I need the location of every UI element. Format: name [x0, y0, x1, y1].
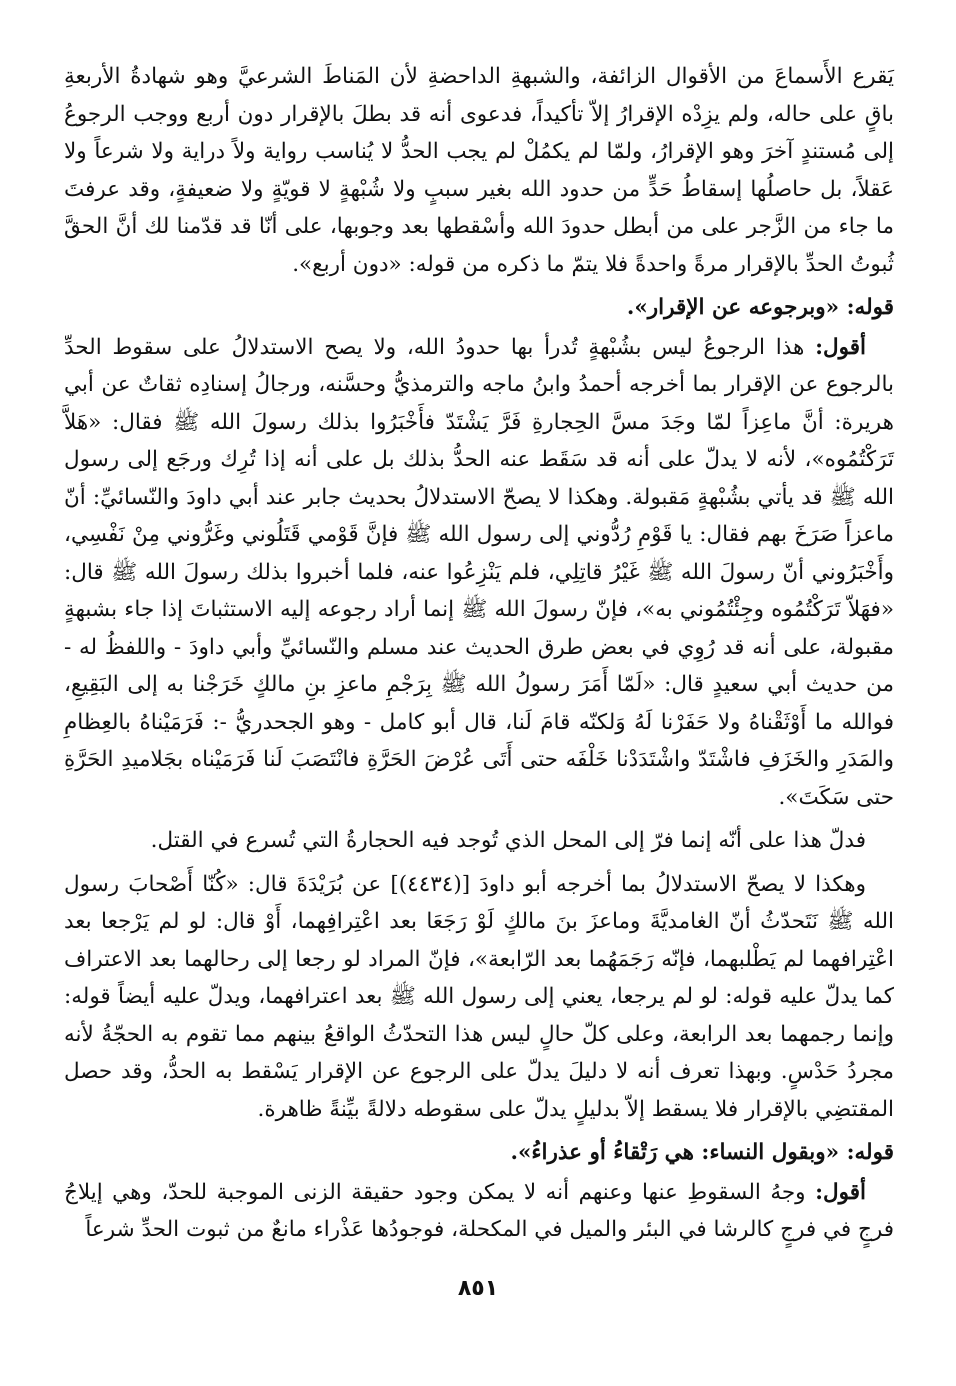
paragraph-lead-word: أقول: — [815, 334, 867, 360]
page-number: ٨٥١ — [457, 1276, 499, 1301]
paragraph-1: يَقرع الأَسماعَ من الأقوال الزائفة، والشبهةِ الداحضةِ لأن المَناطَ الشرعيَّ وهو شهادةُ الأربعةِ باقٍ على حاله، ولم يزِدْه الإقرارُ إلاّ تأكيداً، فدعوى أنه قد بطلَ بالإقرار دون أربع ووجب الرجوعُ إلى مُستندٍ آخرَ وهو الإقرارُ، ولمّا لم يكمُلْ لم يجب الحدُّ لا يُناسب رواية ولاً دراية ولا شرعاً ولا عَقلاً، بل حاصلُها إسقاطُ حَدٍّ من حدود الله بغير سببٍ ولا شُبْهةٍ لا قويّةٍ ولا ضعيفةٍ، وقد عرفتَ ما جاء من الزَّجر على من أبطل حدودَ الله وأسْقطها بعد وجوبها، على أنّا قد قدّمنا لك أنَّ الحقَّ ثُبوتُ الحدِّ بالإقرار مرةً واحدةً فلا يتمّ ما ذكره من قوله: «دون أربع». — [64, 64, 894, 277]
paragraph-3: فدلّ هذا على أنّه إنما فرّ إلى المحل الذي تُوجد فيه الحجارةُ التي تُسرع في القتل. — [150, 828, 866, 853]
paragraph-5-text: وجهُ السقوطِ عنها وعنهم أنه لا يمكن وجود حقيقة الزنى الموجبة للحدّ، وهي إيلاجُ فرجٍ في فرجٍ كالرشا في البئر والميل في المكحلة، فوجودُها عَذْراء مانعٌ من ثبوت الحدِّ شرعاً — [64, 1179, 894, 1242]
section-heading-women-testimony: قوله: «وبقول النساء: هي رَتْقاءُ أو عذراءُ». — [510, 1140, 894, 1165]
paragraph-5 — [64, 1174, 894, 1249]
section-heading-retraction: قوله: «وبرجوعه عن الإقرار». — [626, 295, 894, 320]
paragraph-lead-word: أقول: — [815, 1179, 866, 1205]
paragraph-2-text: هذا الرجوعُ ليس بشُبْهةٍ تُدرأ بها حدودُ الله، ولا يصح الاستدلالُ على سقوط الحدِّ بالرجوع عن الإقرار بما أخرجه أحمدُ وابنُ ماجه والترمذيُّ وحسَّنه، ورجالُ إسنادِه ثقاتٌ عن أبي هريرة: أنَّ ماعِزاً لمّا وجَدَ مسَّ الحِجارةِ فَرَّ يَشْتَدّ فأَخْبَرُوا بذلك رسولَ الله ﷺ فقال: «هَلاَّ تَرَكْتُمُوه»، لأنه لا يدلّ على أنه قد سَقَط عنه الحدُّ بذلك بل على أنه إذا تُرِك ورجَع إلى رسول الله ﷺ قد يأتي بشُبْهةٍ مَقبولة. وهكذا لا يصحّ الاستدلالُ بحديث جابر عند أبي داودَ والنّسائيِّ: أنّ ماعزاً صَرَخَ بهم فقال: يا قَوْمِ رُدُّوني إلى رسول الله ﷺ فإنَّ قَوْمي قَتَلُوني وغَرُّوني مِنْ نَفْسِي، وأَخْبَرُوني أنّ رسولَ الله ﷺ غَيْرُ قاتِلِي، فلم يَنْزِعُوا عنه، فلما أخبروا بذلك رسولَ الله ﷺ قال: «فهَلاّ تَرَكْتُمُوه وجِئْتُمُوني به»، فإنّ رسولَ الله ﷺ إنما أراد رجوعه إليه الاستثباتَ إذا جاء بشبهةٍ مقبولة، على أنه قد رُوِي في بعض طرق الحديث عند مسلم والنّسائيِّ وأبي داودَ - واللفظُ له - من حديث أبي سعيدٍ قال: «لَمّا أَمَرَ رسولُ الله ﷺ بِرَجْمِ ماعزِ بنِ مالكٍ خَرَجْنا به إلى البَقِيعِ، فوالله ما أَوْثَقْناهُ ولا حَفَرْنا لَهُ وَلكنّه قامَ لَنا، قال أبو كامل - وهو الجحدريُّ -: فَرَمَيْناهُ بالعِظامِ والمَدَرِ والخَزَفِ فاشْتَدّ واشْتَدَدْنا خَلْفَه حتى أَتَى عُرْضَ الحَرَّةِ فانْتَصَبَ لَنا فَرَمَيْناه بجَلاميدِ الحَرَّةِ حتى سَكَتَ». — [64, 334, 894, 810]
paragraph-4: وهكذا لا يصحّ الاستدلالُ بما أخرجه أبو داودَ [(٤٤٣٤)] عن بُرَيْدَةَ قال: «كُنّا أَصْحابَ رسول الله ﷺ نَتَحدّثُ أنّ الغامديَّةَ وماعزَ بنَ مالكٍ لَوْ رَجَعَا بعد اعْتِرافِهما، أَوْ قال: لو لم يَرْجعا بعد اعْتِرافهما لم يَطْلبهما، فإنّه رَجَمَهُما بعد الرّابعة»، فإنّ المراد لو رجعا إلى رحالهما بعد الاعتراف كما يدلّ عليه قوله: لو لم يرجعا، يعني إلى رسول الله ﷺ بعد اعترافهما، ويدلّ عليه أيضاً قوله: وإنما رجمهما بعد الرابعة، وعلى كلّ حالٍ ليس هذا التحدّثُ الواقعُ بينهم مما تقوم به الحجّةُ لأنه مجردُ حَدْسٍ. وبهذا تعرف أنه لا دليلَ يدلّ على الرجوع عن الإقرار يَسْقط به الحدُّ، وقد حصل المقتضِي بالإقرار فلا يسقط إلاّ بدليلٍ يدلّ على سقوطه دلالةً بيِّنةً ظاهرة. — [64, 871, 894, 1122]
paragraph-2 — [64, 329, 894, 817]
